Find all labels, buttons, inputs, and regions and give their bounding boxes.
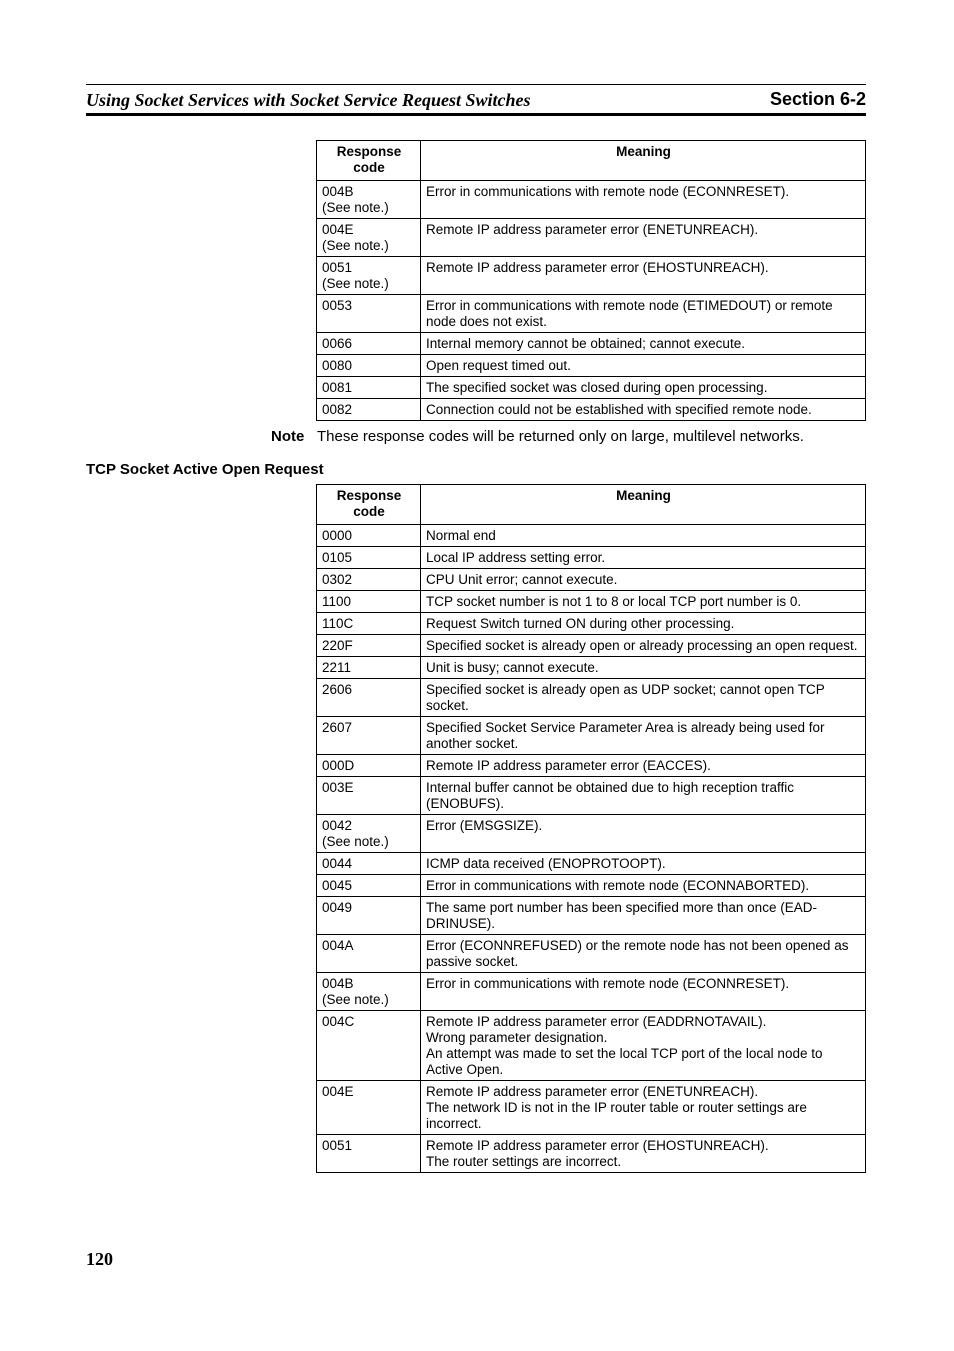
- table-row: [317, 1135, 866, 1173]
- meaning-cell: Internal buffer cannot be obtained due to high reception traffic (ENOBUFS).: [421, 777, 866, 815]
- response-code-cell: 0105: [317, 547, 421, 569]
- meaning-cell: Specified socket is already open as UDP socket; cannot open TCP socket.: [421, 679, 866, 717]
- table-row: [317, 219, 866, 257]
- meaning-cell: ICMP data received (ENOPROTOOPT).: [421, 853, 866, 875]
- column-header-meaning: Meaning: [421, 485, 866, 525]
- table-row: [317, 355, 866, 377]
- note-label: Note: [271, 428, 305, 445]
- table-row: [317, 1011, 866, 1081]
- table-row: [317, 755, 866, 777]
- response-code-cell: 2211: [317, 657, 421, 679]
- column-header-response-code: Response code: [317, 141, 421, 181]
- table-row: [317, 777, 866, 815]
- meaning-cell: Specified socket is already open or already processing an open request.: [421, 635, 866, 657]
- table-row: [317, 295, 866, 333]
- response-code-cell: 0302: [317, 569, 421, 591]
- meaning-cell: Open request timed out.: [421, 355, 866, 377]
- table-header-row: [317, 141, 866, 181]
- response-code-table-2: [316, 484, 866, 1173]
- table-body: [317, 525, 866, 1173]
- table-row: [317, 717, 866, 755]
- meaning-cell: Error in communications with remote node (ECONNRESET).: [421, 181, 866, 219]
- table-row: [317, 853, 866, 875]
- table-header-row: [317, 485, 866, 525]
- meaning-cell: Unit is busy; cannot execute.: [421, 657, 866, 679]
- table-row: [317, 377, 866, 399]
- response-code-cell: 2607: [317, 717, 421, 755]
- table-row: [317, 815, 866, 853]
- table-row: [317, 591, 866, 613]
- note-text: These response codes will be returned only on large, multilevel networks.: [317, 428, 804, 445]
- table-row: [317, 657, 866, 679]
- meaning-cell: Specified Socket Service Parameter Area is already being used for another socket.: [421, 717, 866, 755]
- response-code-cell: 004E: [317, 1081, 421, 1135]
- response-code-cell: 0000: [317, 525, 421, 547]
- response-code-cell: 0081: [317, 377, 421, 399]
- response-code-cell: 0042 (See note.): [317, 815, 421, 853]
- response-code-cell: 2606: [317, 679, 421, 717]
- table-row: [317, 897, 866, 935]
- table-row: [317, 613, 866, 635]
- header-top-line: [86, 84, 866, 85]
- meaning-cell: Remote IP address parameter error (ENETUNREACH).: [421, 219, 866, 257]
- table-row: [317, 257, 866, 295]
- table-row: [317, 875, 866, 897]
- meaning-cell: Error in communications with remote node (ECONNRESET).: [421, 973, 866, 1011]
- meaning-cell: TCP socket number is not 1 to 8 or local TCP port number is 0.: [421, 591, 866, 613]
- response-code-cell: 0082: [317, 399, 421, 421]
- response-code-cell: 003E: [317, 777, 421, 815]
- response-code-cell: 004E (See note.): [317, 219, 421, 257]
- response-code-cell: 220F: [317, 635, 421, 657]
- page-number: 120: [86, 1249, 113, 1269]
- meaning-cell: Remote IP address parameter error (EADDRNOTAVAIL). Wrong parameter designation. An attempt was made to set the local TCP port of the local node to Active Open.: [421, 1011, 866, 1081]
- response-code-cell: 110C: [317, 613, 421, 635]
- meaning-cell: The same port number has been specified more than once (EAD- DRINUSE).: [421, 897, 866, 935]
- meaning-cell: Error in communications with remote node (ECONNABORTED).: [421, 875, 866, 897]
- table-row: [317, 333, 866, 355]
- table-row: [317, 547, 866, 569]
- table-row: [317, 181, 866, 219]
- meaning-cell: CPU Unit error; cannot execute.: [421, 569, 866, 591]
- meaning-cell: Connection could not be established with specified remote node.: [421, 399, 866, 421]
- meaning-cell: Internal memory cannot be obtained; cannot execute.: [421, 333, 866, 355]
- response-code-cell: 0053: [317, 295, 421, 333]
- table-row: [317, 525, 866, 547]
- response-code-cell: 0051: [317, 1135, 421, 1173]
- page-header-title: Using Socket Services with Socket Service Request Switches: [86, 90, 531, 110]
- response-code-cell: 000D: [317, 755, 421, 777]
- response-code-table-1: [316, 140, 866, 421]
- meaning-cell: Remote IP address parameter error (EHOSTUNREACH).: [421, 257, 866, 295]
- table-row: [317, 679, 866, 717]
- table-row: [317, 973, 866, 1011]
- meaning-cell: Error (EMSGSIZE).: [421, 815, 866, 853]
- response-code-cell: 0066: [317, 333, 421, 355]
- meaning-cell: Request Switch turned ON during other processing.: [421, 613, 866, 635]
- table-row: [317, 569, 866, 591]
- meaning-cell: Remote IP address parameter error (ENETUNREACH). The network ID is not in the IP router table or router settings are incorrect.: [421, 1081, 866, 1135]
- response-code-cell: 004C: [317, 1011, 421, 1081]
- meaning-cell: The specified socket was closed during open processing.: [421, 377, 866, 399]
- column-header-response-code: Response code: [317, 485, 421, 525]
- meaning-cell: Remote IP address parameter error (EHOSTUNREACH). The router settings are incorrect.: [421, 1135, 866, 1173]
- table-row: [317, 935, 866, 973]
- meaning-cell: Error (ECONNREFUSED) or the remote node has not been opened as passive socket.: [421, 935, 866, 973]
- column-header-meaning: Meaning: [421, 141, 866, 181]
- response-code-cell: 0080: [317, 355, 421, 377]
- subheading: TCP Socket Active Open Request: [86, 461, 324, 478]
- table-row: [317, 1081, 866, 1135]
- header-rule: [86, 113, 866, 116]
- response-code-cell: 0045: [317, 875, 421, 897]
- meaning-cell: Error in communications with remote node (ETIMEDOUT) or remote node does not exist.: [421, 295, 866, 333]
- meaning-cell: Local IP address setting error.: [421, 547, 866, 569]
- response-code-cell: 004A: [317, 935, 421, 973]
- meaning-cell: Remote IP address parameter error (EACCES).: [421, 755, 866, 777]
- table-body: [317, 181, 866, 421]
- response-code-cell: 1100: [317, 591, 421, 613]
- response-code-cell: 004B (See note.): [317, 973, 421, 1011]
- table-row: [317, 635, 866, 657]
- table-row: [317, 399, 866, 421]
- response-code-cell: 0051 (See note.): [317, 257, 421, 295]
- response-code-cell: 0049: [317, 897, 421, 935]
- section-label: Section 6-2: [769, 89, 866, 109]
- response-code-cell: 0044: [317, 853, 421, 875]
- response-code-cell: 004B (See note.): [317, 181, 421, 219]
- meaning-cell: Normal end: [421, 525, 866, 547]
